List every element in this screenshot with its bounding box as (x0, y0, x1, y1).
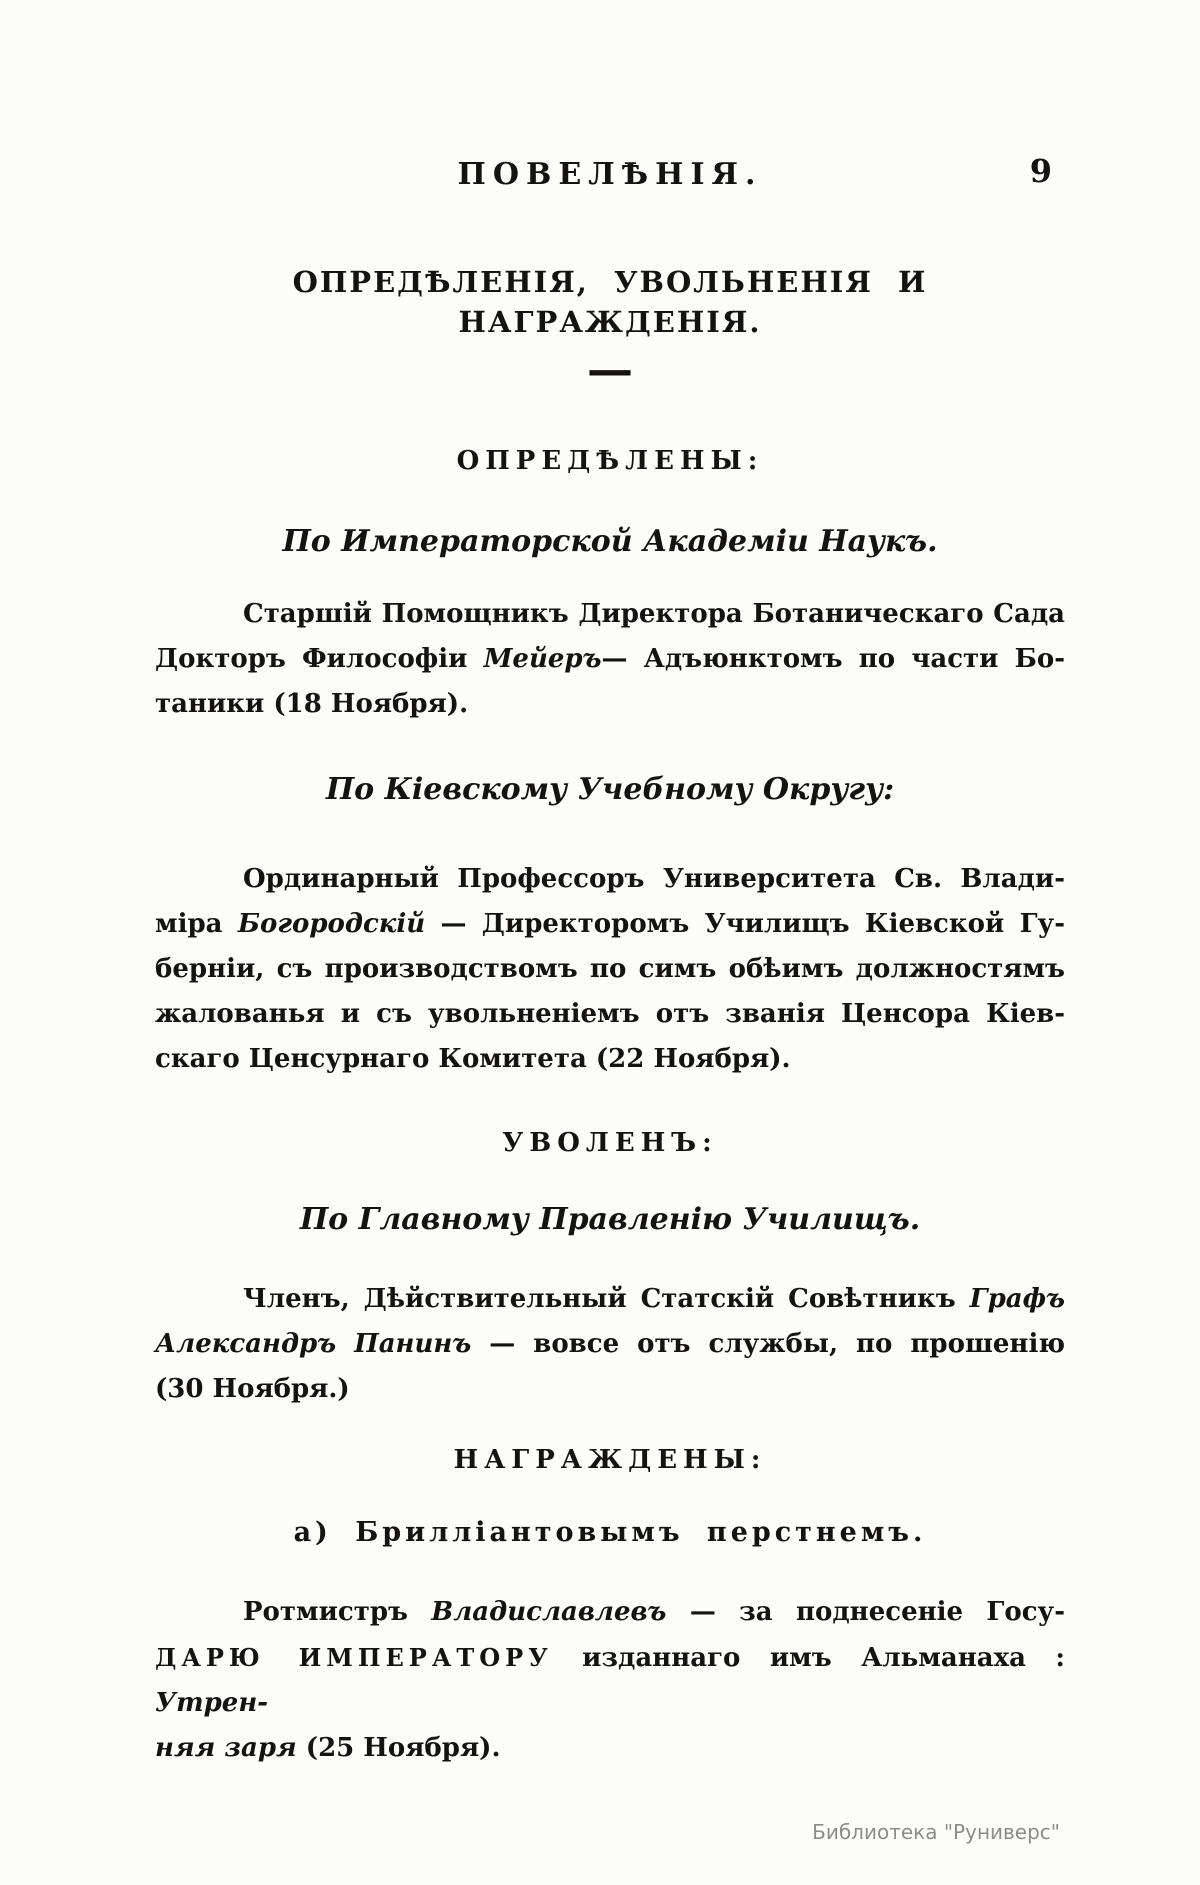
text-line (155, 1277, 1065, 1322)
library-watermark: Библиотека "Руниверс" (812, 1820, 1060, 1844)
page-title: ПОВЕЛѢНІЯ. (457, 157, 763, 192)
text-line: таники (18 Ноября). (155, 689, 469, 719)
person-name-panin: Александръ Панинъ (155, 1329, 472, 1359)
text-line: скаго Ценсурнаго Комитета (22 Ноября). (155, 1044, 791, 1074)
document-subtitle: ОПРЕДѢЛЕНІЯ, УВОЛЬНЕНІЯ И НАГРАЖДЕНІЯ. (292, 265, 928, 339)
divider-dash: — (587, 342, 633, 396)
text-line (155, 902, 1065, 947)
paragraph-academy (155, 592, 1065, 727)
person-name-vladislavlev: Владиславлевъ (431, 1597, 667, 1627)
section-heading-nagrazhdeny: НАГРАЖДЕНЫ: (453, 1445, 767, 1475)
paragraph-award (155, 1590, 1065, 1771)
text-segment: Докторъ Философіи (155, 644, 484, 674)
text-line (155, 1726, 1065, 1771)
text-line: берніи, съ производствомъ по симъ обѣимъ должностямъ (155, 954, 1065, 984)
subsection-heading-board: По Главному Правленію Училищъ. (299, 1202, 921, 1237)
subsection-heading-kiev: По Кіевскому Учебному Округу: (325, 772, 895, 807)
text-segment: міра (155, 909, 238, 939)
text-line (155, 637, 1065, 682)
almanac-title-part1: Утрен- (155, 1688, 269, 1718)
page-number: 9 (1029, 152, 1052, 190)
text-line: Ординарный Профессоръ Университета Св. Влади- (243, 864, 1065, 894)
text-segment: Членъ, Дѣйствительный Статскій Совѣтникъ (243, 1284, 970, 1314)
text-line (155, 1635, 1065, 1726)
person-name-meyer: Мейеръ (483, 644, 602, 674)
subsection-heading-academy: По Императорской Академіи Наукъ. (282, 524, 938, 559)
text-segment: Ротмистръ (243, 1597, 432, 1627)
text-segment: — Директоромъ Училищъ Кіевской Гу- (425, 909, 1065, 939)
text-segment: (25 Ноября). (296, 1733, 501, 1763)
text-segment: изданнаго имъ Альманаха : (552, 1643, 1066, 1673)
text-line: жалованья и съ увольненіемъ отъ званія Ценсора Кіев- (155, 999, 1065, 1029)
title-graf: Графъ (969, 1284, 1065, 1314)
text-line (155, 1322, 1065, 1367)
emperor-caps-text: ДАРЮ ИМПЕРАТОРУ (155, 1643, 553, 1672)
section-heading-uvolen: УВОЛЕНЪ: (502, 1128, 718, 1158)
text-segment: — Адъюнктомъ по части Бо- (601, 644, 1065, 674)
text-line (155, 1590, 1065, 1635)
award-item-heading: а) Брилліантовымъ перстнемъ. (293, 1517, 927, 1548)
paragraph-board (155, 1277, 1065, 1412)
text-segment: — за поднесеніе Госу- (666, 1597, 1065, 1627)
almanac-title-part2: няя заря (155, 1733, 297, 1763)
text-segment: — вовсе отъ службы, по прошенію (471, 1329, 1065, 1359)
text-line: (30 Ноября.) (155, 1374, 350, 1404)
section-heading-opredeleny: ОПРЕДѢЛЕНЫ: (456, 446, 764, 476)
text-line: Старшій Помощникъ Директора Ботаническаго Сада (243, 599, 1065, 629)
person-name-bogorodsky: Богородскій (237, 909, 426, 939)
paragraph-kiev (155, 857, 1065, 1082)
